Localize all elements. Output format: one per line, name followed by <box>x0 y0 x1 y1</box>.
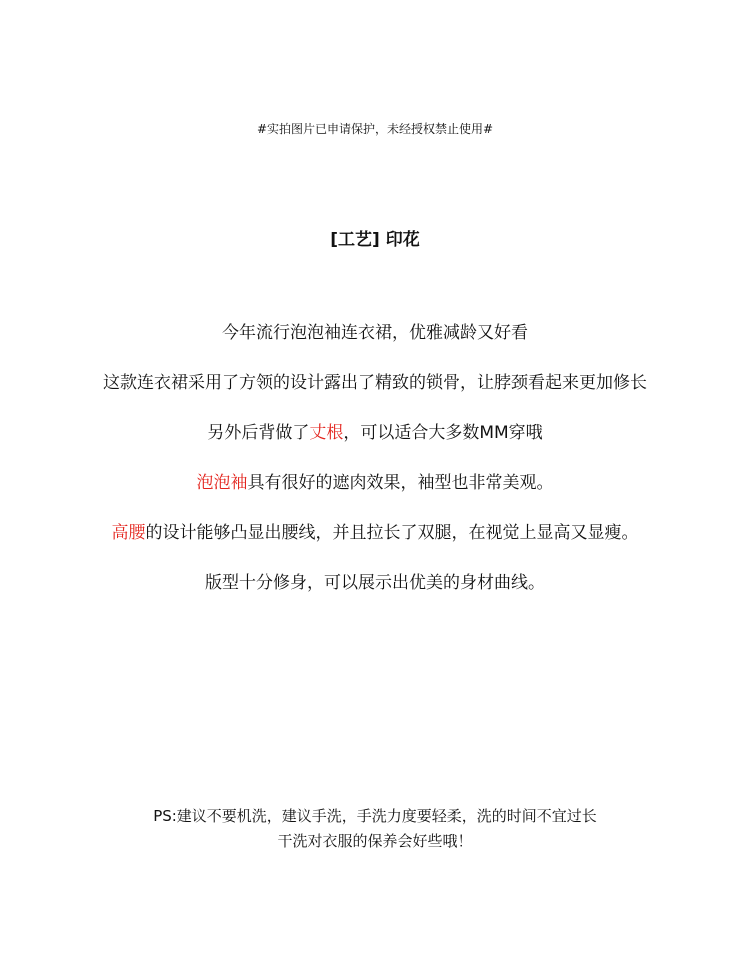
line-5-text-end: 的设计能够凸显出腰线，并且拉长了双腿，在视觉上显高又显瘦。 <box>145 523 639 543</box>
line-4-text-end: 具有很好的遮肉效果，袖型也非常美观。 <box>247 473 554 493</box>
description-line-3 <box>0 418 750 443</box>
description-line-2: 这款连衣裙采用了方领的设计露出了精致的锁骨，让脖颈看起来更加修长 <box>103 373 647 393</box>
line-3-text-start: 另外后背做了 <box>207 423 310 443</box>
description-line-1: 今年流行泡泡袖连衣裙，优雅减龄又好看 <box>222 323 528 343</box>
care-note-line-1: PS:建议不要机洗，建议手洗，手洗力度要轻柔，洗的时间不宜过长 <box>153 807 597 825</box>
section-bracket-label: [工艺] <box>330 230 380 250</box>
highlight-text: 丈根 <box>309 423 344 443</box>
section-heading <box>0 225 750 250</box>
section-title: 印花 <box>385 230 420 250</box>
care-note-line-2: 干洗对衣服的保养会好些哦！ <box>277 832 473 850</box>
description-line-5 <box>0 518 750 543</box>
description-line-6: 版型十分修身，可以展示出优美的身材曲线。 <box>205 573 545 593</box>
description-line-4 <box>0 468 750 493</box>
line-3-text-end: ，可以适合大多数MM穿哦 <box>343 423 543 443</box>
highlight-text: 高腰 <box>111 523 146 543</box>
highlight-text: 泡泡袖 <box>196 473 248 493</box>
copyright-notice: #实拍图片已申请保护，未经授权禁止使用# <box>256 122 494 136</box>
